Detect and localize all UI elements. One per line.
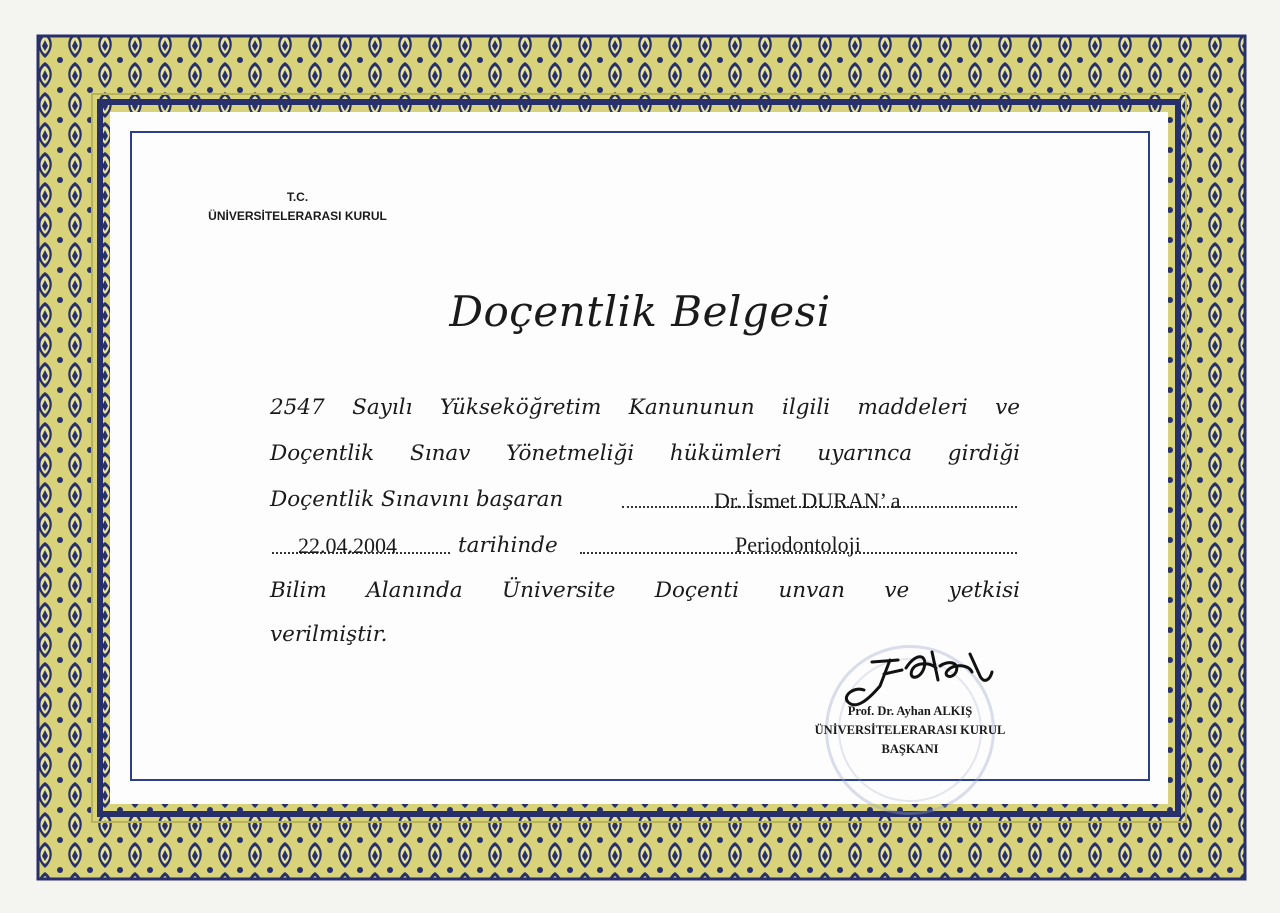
body-line-4-suffix: tarihinde: [458, 533, 558, 558]
body-line-2: Doçentlik Sınav Yönetmeliği hükümleri uyarınca girdiği: [270, 441, 1020, 466]
issuer-block: [205, 188, 390, 226]
issuer-line-2: ÜNİVERSİTELERARASI KURUL: [208, 209, 387, 223]
signatory-title-line-2: BAŞKANI: [881, 742, 939, 756]
issuer-line-1: T.C.: [286, 190, 309, 204]
recipient-name: Dr. İsmet DURAN’ a: [714, 488, 901, 513]
body-line-1: 2547 Sayılı Yükseköğretim Kanununun ilgili maddeleri ve: [270, 395, 1020, 420]
signatory-block: [810, 702, 1010, 759]
award-date: 22.04.2004: [298, 533, 397, 558]
signatory-title-line-1: ÜNİVERSİTELERARASI KURUL: [814, 723, 1006, 737]
certificate-title: Doçentlik Belgesi: [449, 287, 831, 336]
scientific-field: Periodontoloji: [735, 532, 861, 557]
body-line-5: Bilim Alanında Üniversite Doçenti unvan ve yetkisi: [270, 578, 1020, 603]
body-line-3-prefix: Doçentlik Sınavını başaran: [270, 487, 564, 512]
signatory-name: Prof. Dr. Ayhan ALKIŞ: [847, 704, 973, 718]
body-line-6: verilmiştir.: [270, 622, 388, 647]
